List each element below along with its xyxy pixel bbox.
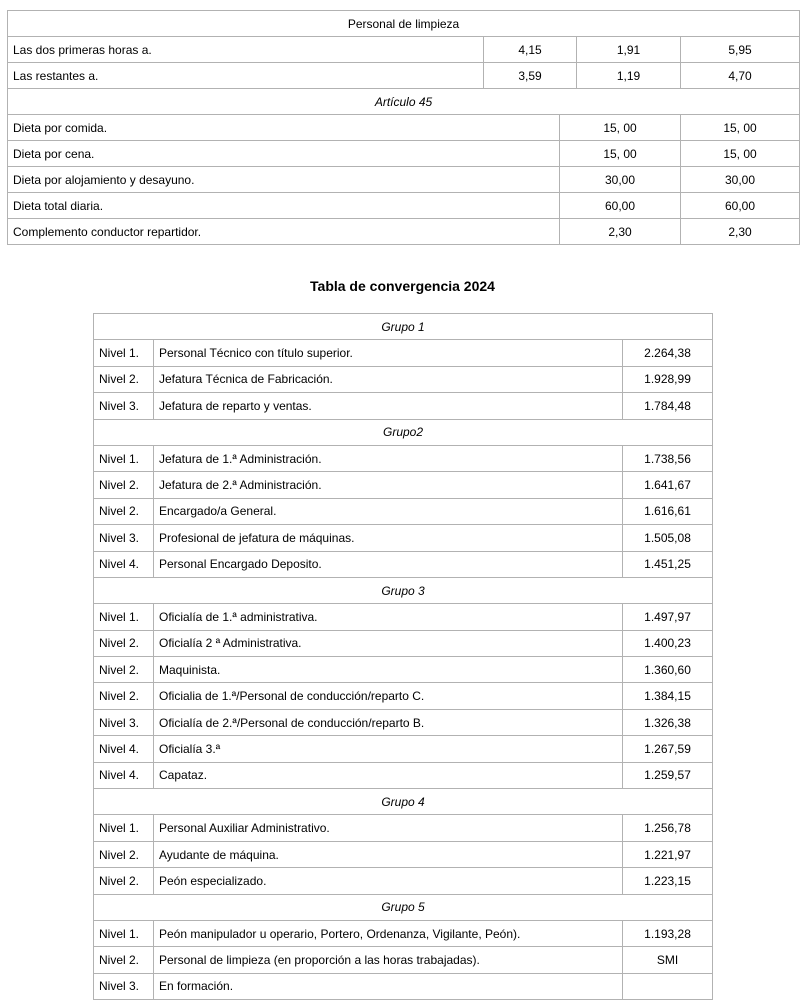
- amount-cell: [623, 973, 713, 999]
- amount-cell: 1.223,15: [623, 868, 713, 894]
- articulo45-table-body: [8, 89, 800, 245]
- amount-cell: 1.616,61: [623, 498, 713, 524]
- row-label: Complemento conductor repartidor.: [8, 219, 560, 245]
- value-cell: 1,19: [577, 63, 681, 89]
- value-cell: 15, 00: [681, 141, 800, 167]
- amount-cell: 1.928,99: [623, 366, 713, 392]
- table-row: [94, 894, 713, 920]
- amount-cell: 1.259,57: [623, 762, 713, 788]
- limpieza-table: [7, 10, 800, 89]
- description-cell: En formación.: [154, 973, 623, 999]
- convergencia-table-body: [94, 314, 713, 1000]
- nivel-cell: Nivel 3.: [94, 393, 154, 419]
- table-row: [94, 947, 713, 973]
- table-row: [94, 973, 713, 999]
- nivel-cell: Nivel 1.: [94, 340, 154, 366]
- nivel-cell: Nivel 4.: [94, 762, 154, 788]
- value-cell: 1,91: [577, 37, 681, 63]
- nivel-cell: Nivel 2.: [94, 683, 154, 709]
- table-row: [94, 709, 713, 735]
- table-row: [8, 115, 800, 141]
- amount-cell: 1.738,56: [623, 445, 713, 471]
- table-row: [94, 445, 713, 471]
- convergencia-table: [93, 313, 713, 1000]
- table-row: [94, 657, 713, 683]
- nivel-cell: Nivel 2.: [94, 472, 154, 498]
- row-label: Las dos primeras horas a.: [8, 37, 484, 63]
- table-row: [94, 340, 713, 366]
- nivel-cell: Nivel 2.: [94, 947, 154, 973]
- articulo45-table: [7, 88, 800, 245]
- amount-cell: 1.451,25: [623, 551, 713, 577]
- nivel-cell: Nivel 1.: [94, 815, 154, 841]
- description-cell: Personal Auxiliar Administrativo.: [154, 815, 623, 841]
- description-cell: Oficialia de 1.ª/Personal de conducción/reparto C.: [154, 683, 623, 709]
- value-cell: 15, 00: [560, 141, 681, 167]
- table-row: [94, 472, 713, 498]
- table-row: [94, 683, 713, 709]
- value-cell: 30,00: [560, 167, 681, 193]
- group-header: Grupo 4: [94, 789, 713, 815]
- description-cell: Oficialía de 2.ª/Personal de conducción/reparto B.: [154, 709, 623, 735]
- description-cell: Jefatura Técnica de Fabricación.: [154, 366, 623, 392]
- nivel-cell: Nivel 3.: [94, 525, 154, 551]
- value-cell: 5,95: [681, 37, 800, 63]
- nivel-cell: Nivel 2.: [94, 630, 154, 656]
- amount-cell: 1.497,97: [623, 604, 713, 630]
- amount-cell: 1.256,78: [623, 815, 713, 841]
- amount-cell: 1.784,48: [623, 393, 713, 419]
- description-cell: Jefatura de reparto y ventas.: [154, 393, 623, 419]
- table-row: [8, 167, 800, 193]
- table-row: [94, 419, 713, 445]
- value-cell: 2,30: [681, 219, 800, 245]
- value-cell: 30,00: [681, 167, 800, 193]
- row-label: Dieta por comida.: [8, 115, 560, 141]
- amount-cell: 1.267,59: [623, 736, 713, 762]
- description-cell: Jefatura de 1.ª Administración.: [154, 445, 623, 471]
- table-row: [8, 11, 800, 37]
- value-cell: 15, 00: [681, 115, 800, 141]
- description-cell: Oficialía 2 ª Administrativa.: [154, 630, 623, 656]
- amount-cell: 1.384,15: [623, 683, 713, 709]
- value-cell: 2,30: [560, 219, 681, 245]
- description-cell: Personal Encargado Deposito.: [154, 551, 623, 577]
- table-row: [94, 577, 713, 603]
- value-cell: 60,00: [681, 193, 800, 219]
- nivel-cell: Nivel 2.: [94, 841, 154, 867]
- amount-cell: SMI: [623, 947, 713, 973]
- table-row: [94, 314, 713, 340]
- table-row: [8, 37, 800, 63]
- limpieza-section-header: Personal de limpieza: [8, 11, 800, 37]
- nivel-cell: Nivel 2.: [94, 498, 154, 524]
- nivel-cell: Nivel 1.: [94, 920, 154, 946]
- row-label: Las restantes a.: [8, 63, 484, 89]
- description-cell: Profesional de jefatura de máquinas.: [154, 525, 623, 551]
- table-row: [8, 193, 800, 219]
- table-row: [94, 762, 713, 788]
- description-cell: Jefatura de 2.ª Administración.: [154, 472, 623, 498]
- amount-cell: 1.641,67: [623, 472, 713, 498]
- group-header: Grupo 1: [94, 314, 713, 340]
- table-row: [8, 141, 800, 167]
- row-label: Dieta por alojamiento y desayuno.: [8, 167, 560, 193]
- table-row: [94, 525, 713, 551]
- nivel-cell: Nivel 4.: [94, 551, 154, 577]
- value-cell: 3,59: [484, 63, 577, 89]
- nivel-cell: Nivel 2.: [94, 868, 154, 894]
- amount-cell: 1.400,23: [623, 630, 713, 656]
- amount-cell: 1.193,28: [623, 920, 713, 946]
- amount-cell: 2.264,38: [623, 340, 713, 366]
- nivel-cell: Nivel 1.: [94, 445, 154, 471]
- amount-cell: 1.505,08: [623, 525, 713, 551]
- group-header: Grupo 3: [94, 577, 713, 603]
- group-header: Grupo2: [94, 419, 713, 445]
- value-cell: 4,15: [484, 37, 577, 63]
- group-header: Grupo 5: [94, 894, 713, 920]
- description-cell: Personal Técnico con título superior.: [154, 340, 623, 366]
- amount-cell: 1.326,38: [623, 709, 713, 735]
- table-row: [8, 63, 800, 89]
- amount-cell: 1.360,60: [623, 657, 713, 683]
- nivel-cell: Nivel 3.: [94, 973, 154, 999]
- nivel-cell: Nivel 1.: [94, 604, 154, 630]
- row-label: Dieta total diaria.: [8, 193, 560, 219]
- description-cell: Capataz.: [154, 762, 623, 788]
- table-row: [8, 89, 800, 115]
- limpieza-table-body: [8, 11, 800, 89]
- nivel-cell: Nivel 2.: [94, 657, 154, 683]
- articulo45-section-header: Artículo 45: [8, 89, 800, 115]
- nivel-cell: Nivel 2.: [94, 366, 154, 392]
- description-cell: Personal de limpieza (en proporción a las horas trabajadas).: [154, 947, 623, 973]
- value-cell: 4,70: [681, 63, 800, 89]
- table-row: [94, 366, 713, 392]
- row-label: Dieta por cena.: [8, 141, 560, 167]
- table-row: [8, 219, 800, 245]
- nivel-cell: Nivel 3.: [94, 709, 154, 735]
- table-row: [94, 736, 713, 762]
- table-row: [94, 815, 713, 841]
- table-row: [94, 630, 713, 656]
- table-row: [94, 841, 713, 867]
- table-row: [94, 498, 713, 524]
- description-cell: Peón especializado.: [154, 868, 623, 894]
- table-row: [94, 551, 713, 577]
- description-cell: Oficialía 3.ª: [154, 736, 623, 762]
- description-cell: Peón manipulador u operario, Portero, Ordenanza, Vigilante, Peón).: [154, 920, 623, 946]
- description-cell: Ayudante de máquina.: [154, 841, 623, 867]
- amount-cell: 1.221,97: [623, 841, 713, 867]
- convergencia-title: Tabla de convergencia 2024: [310, 278, 495, 294]
- description-cell: Encargado/a General.: [154, 498, 623, 524]
- nivel-cell: Nivel 4.: [94, 736, 154, 762]
- description-cell: Maquinista.: [154, 657, 623, 683]
- table-row: [94, 393, 713, 419]
- value-cell: 60,00: [560, 193, 681, 219]
- value-cell: 15, 00: [560, 115, 681, 141]
- table-row: [94, 920, 713, 946]
- table-row: [94, 868, 713, 894]
- table-row: [94, 604, 713, 630]
- description-cell: Oficialía de 1.ª administrativa.: [154, 604, 623, 630]
- table-row: [94, 789, 713, 815]
